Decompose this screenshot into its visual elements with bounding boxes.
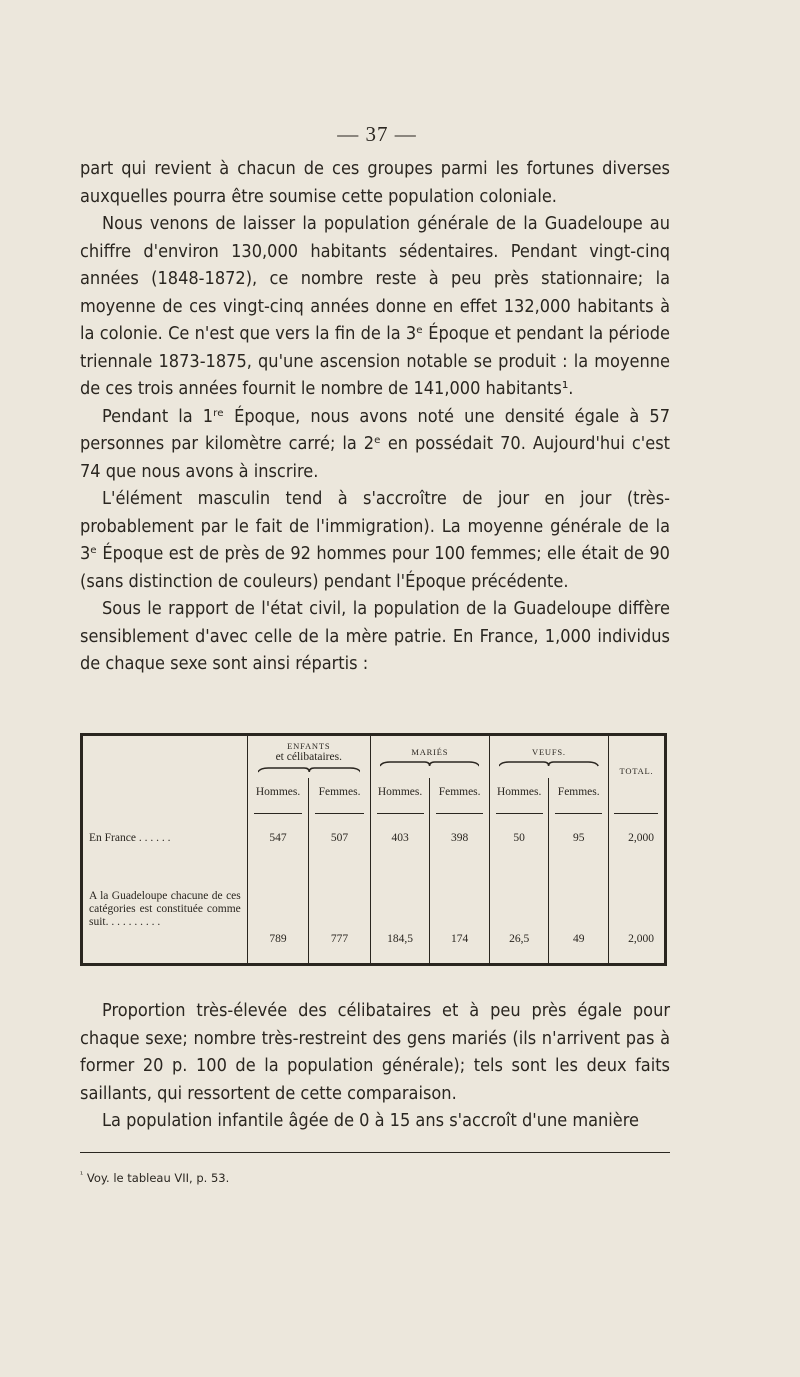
- empty-header-cell: [83, 736, 247, 806]
- paragraph: La population infantile âgée de 0 à 15 ans s'accroît d'une manière: [102, 1110, 639, 1131]
- footnote: [80, 1170, 670, 1185]
- table-cell: 50: [489, 820, 549, 856]
- brace-icon: [258, 767, 360, 773]
- col-header: Hommes.: [247, 778, 309, 806]
- paragraph: Sous le rapport de l'état civil, la population de la Guadeloupe diffère sensiblement d'avec celle de la mère patrie. En France, 1,000 individus de chaque sexe sont ainsi répartis :: [80, 598, 670, 674]
- footnote-mark: ¹: [80, 1170, 84, 1179]
- body-text-top: [80, 155, 670, 678]
- group-header-enfants: ENFANTS et célibataires.: [247, 736, 370, 778]
- footnote-text: Voy. le tableau VII, p. 53.: [86, 1170, 230, 1185]
- paragraph: Proportion très-élevée des célibataires et à peu près égale pour chaque sexe; nombre très-restreint des gens mariés (ils n'arrivent pas à former 20 p. 100 de la population générale); tels sont les deux faits saillants, qui ressortent de cette comparaison.: [80, 1000, 670, 1104]
- table-cell: 95: [549, 820, 609, 856]
- page-number: — 37 —: [337, 122, 417, 146]
- paragraph: L'élément masculin tend à s'accroître de jour en jour (très-probablement par le fait de l'immigration). La moyenne générale de la 3ᵉ Époque est de près de 92 hommes pour 100 femmes; elle était de 90 (sans distinction de couleurs) pendant l'Époque précédente.: [80, 488, 670, 592]
- table-cell: 49: [549, 856, 609, 963]
- marital-status-table: [80, 733, 667, 966]
- col-header: Femmes.: [309, 778, 370, 806]
- paragraph: Pendant la 1ʳᵉ Époque, nous avons noté une densité égale à 57 personnes par kilomètre carré; la 2ᵉ en possédait 70. Aujourd'hui c'est 74 que nous avons à inscrire.: [80, 405, 670, 482]
- table-row: [83, 820, 664, 856]
- row-label: A la Guadeloupe chacune de ces catégories est constituée comme suit. . . . . . . . . .: [89, 890, 241, 928]
- col-header: Femmes.: [549, 778, 609, 806]
- paragraph: Nous venons de laisser la population générale de la Guadeloupe au chiffre d'environ 130,000 habitants sédentaires. Pendant vingt-cinq années (1848-1872), ce nombre reste à peu près stationnaire; la moyenne de ces vingt-cinq années donne en effet 132,000 habitants à la colonie. Ce n'est que vers la fin de la 3ᵉ Époque et pendant la période triennale 1873-1875, qu'une ascension notable se produit : la moyenne de ces trois années fournit le nombre de 141,000 habitants¹.: [80, 213, 670, 399]
- total-header: TOTAL.: [608, 736, 664, 806]
- table-cell: 2,000: [608, 820, 664, 856]
- paragraph: part qui revient à chacun de ces groupes parmi les fortunes diverses auxquelles pourra être soumise cette population coloniale.: [80, 158, 670, 207]
- brace-icon: [499, 761, 598, 767]
- table-cell: 547: [247, 820, 309, 856]
- table-cell: 789: [247, 856, 309, 963]
- table-row: [83, 856, 664, 963]
- table-cell: 2,000: [608, 856, 664, 963]
- table-cell: 398: [430, 820, 490, 856]
- body-text-bottom: [80, 997, 670, 1135]
- col-header: Femmes.: [430, 778, 490, 806]
- footnote-divider: [80, 1152, 670, 1153]
- col-header: Hommes.: [370, 778, 430, 806]
- table-cell: 184,5: [370, 856, 430, 963]
- col-header: Hommes.: [489, 778, 549, 806]
- table-cell: 777: [309, 856, 370, 963]
- brace-icon: [380, 761, 479, 767]
- group-header-maries: MARIÉS: [370, 736, 489, 778]
- group-header-veufs: VEUFS.: [489, 736, 608, 778]
- table-cell: 174: [430, 856, 490, 963]
- table-cell: 403: [370, 820, 430, 856]
- row-label: En France . . . . . .: [89, 831, 171, 844]
- table-cell: 26,5: [489, 856, 549, 963]
- table-cell: 507: [309, 820, 370, 856]
